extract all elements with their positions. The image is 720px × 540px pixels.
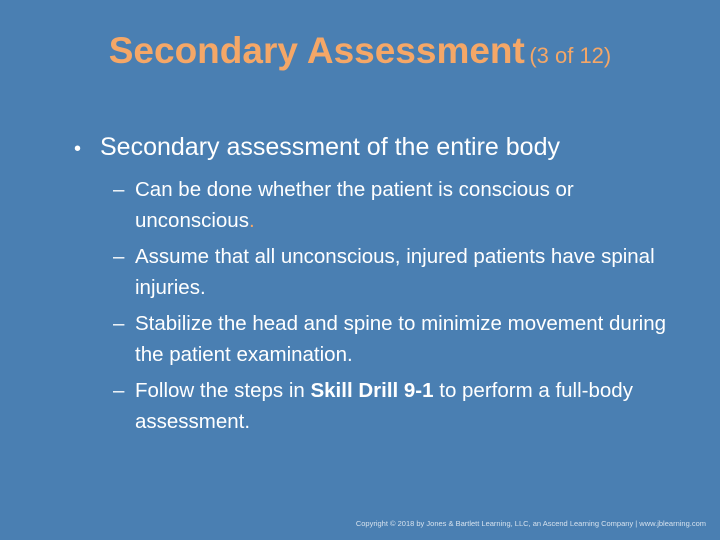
sub-bullet-1 — [113, 174, 673, 236]
dash-icon: – — [113, 178, 125, 201]
sub-bullet-1-text: Can be done whether the patient is conscious or unconscious — [135, 178, 574, 232]
skill-drill-reference: Skill Drill 9-1 — [310, 379, 434, 402]
bullet-dot-icon: • — [74, 138, 82, 160]
title-main: Secondary Assessment — [108, 30, 525, 71]
dash-icon: – — [113, 245, 125, 268]
sub-bullet-3 — [113, 308, 673, 370]
dash-icon: – — [113, 379, 125, 402]
sub-bullet-4 — [113, 375, 673, 437]
title-page-count: (3 of 12) — [529, 43, 612, 68]
slide-title — [0, 30, 720, 72]
sub-bullet-1-period: . — [248, 209, 255, 232]
sub-bullet-4-before: Follow the steps in — [135, 379, 311, 402]
main-bullet-text: Secondary assessment of the entire body — [100, 133, 560, 161]
sub-bullet-2-text: Assume that all unconscious, injured patients have spinal injuries. — [135, 245, 655, 299]
dash-icon: – — [113, 312, 125, 335]
copyright-footer: Copyright © 2018 by Jones & Bartlett Learning, LLC, an Ascend Learning Company | www.jblearning.com — [355, 519, 706, 528]
sub-bullet-2 — [113, 241, 673, 303]
main-bullet — [74, 131, 674, 165]
sub-bullet-4-after: to perform a full-body assessment. — [135, 379, 633, 433]
sub-bullet-3-text: Stabilize the head and spine to minimize movement during the patient examination. — [135, 312, 667, 366]
